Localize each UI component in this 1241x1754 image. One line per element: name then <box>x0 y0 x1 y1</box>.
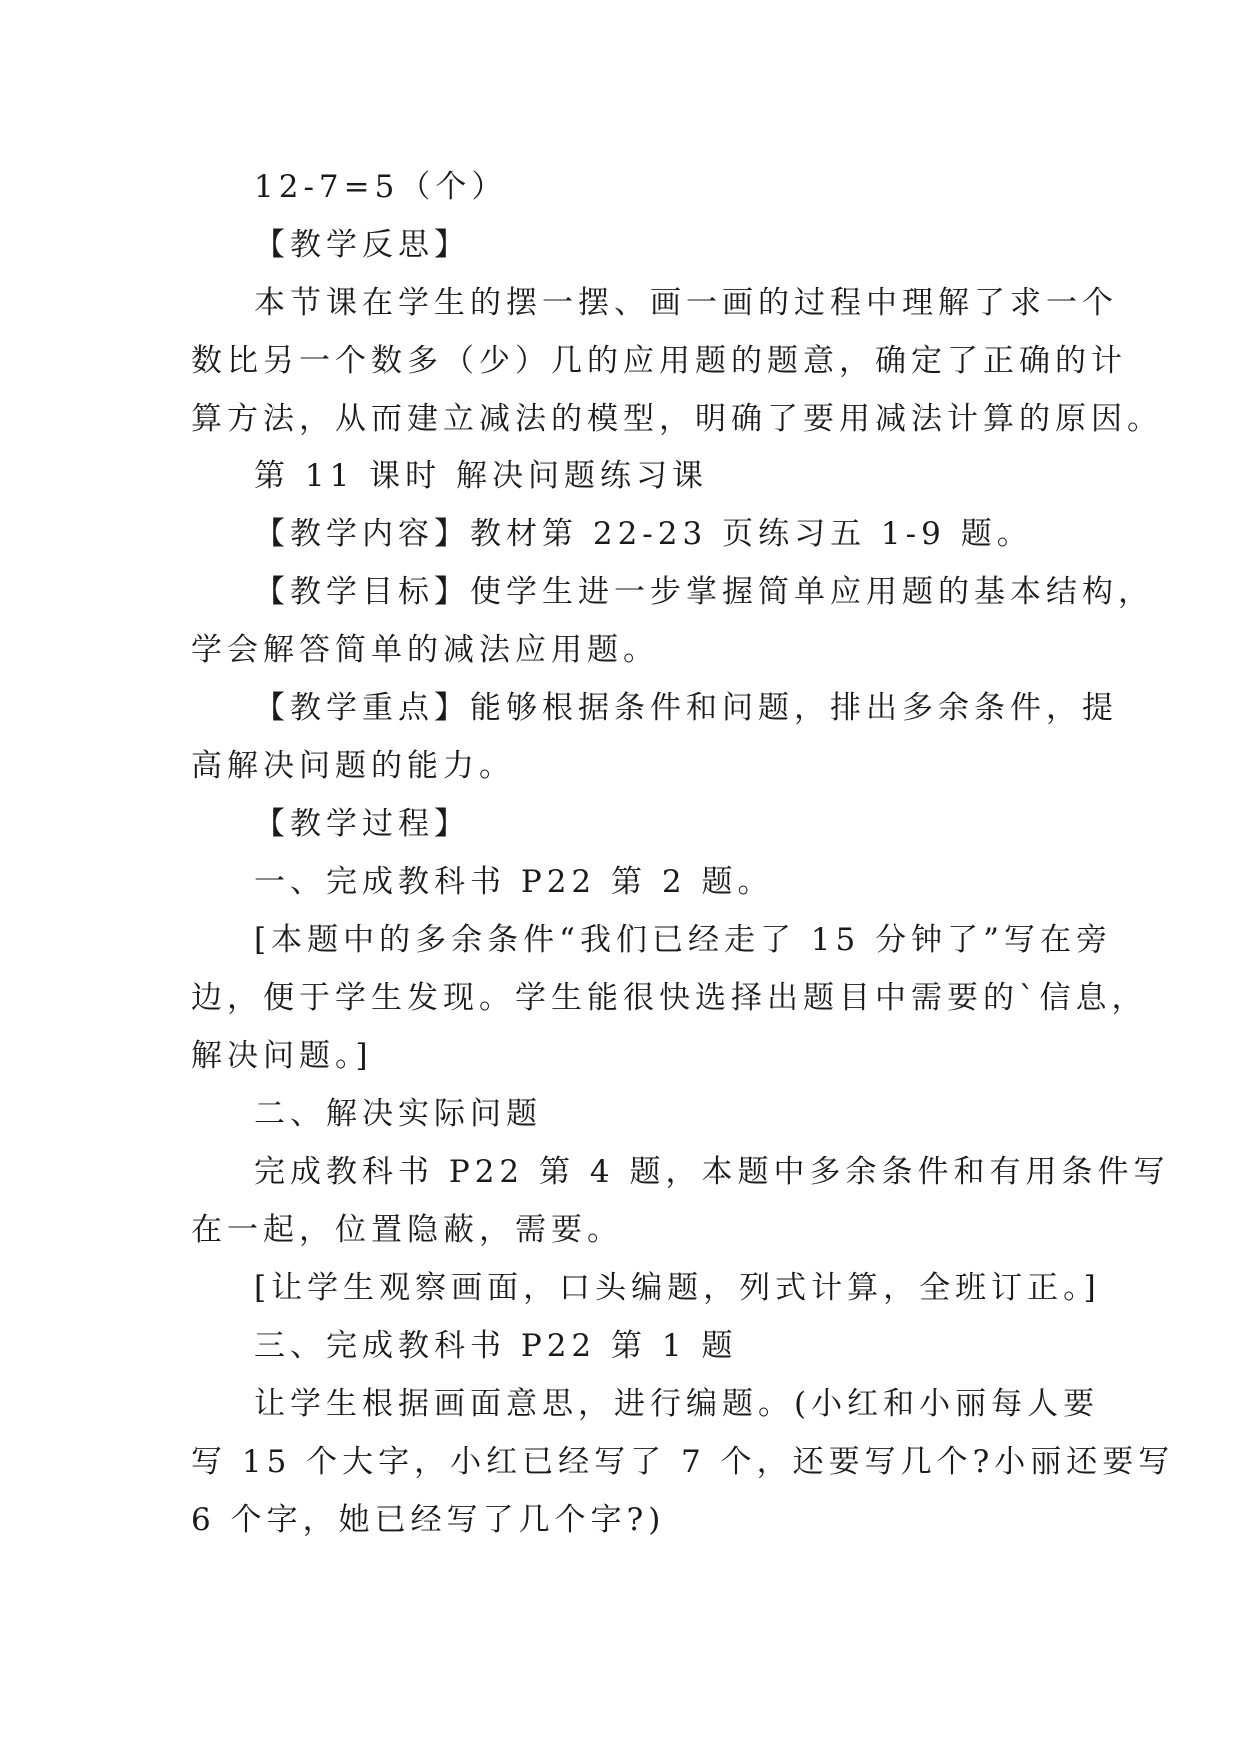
text-line: 高解决问题的能力。 <box>191 748 515 784</box>
text-line: 【教学目标】使学生进一步掌握简单应用题的基本结构， <box>254 574 1154 610</box>
text-line: 数比另一个数多（少）几的应用题的题意，确定了正确的计 <box>191 343 1127 379</box>
text-line: 算方法，从而建立减法的模型，明确了要用减法计算的原因。 <box>191 401 1163 437</box>
text-line: 写 15 个大字，小红已经写了 7 个，还要写几个?小丽还要写 <box>191 1444 1175 1480</box>
section-heading: 【教学反思】 <box>254 227 470 263</box>
text-line: [本题中的多余条件“我们已经走了 15 分钟了”写在旁 <box>254 922 1112 958</box>
text-line: 【教学重点】能够根据条件和问题，排出多余条件，提 <box>254 690 1118 726</box>
text-line: [让学生观察画面，口头编题，列式计算，全班订正。] <box>254 1270 1101 1306</box>
text-line: 12-7=5（个） <box>254 169 508 205</box>
text-line: 解决问题。] <box>191 1038 373 1074</box>
lesson-title: 第 11 课时 解决问题练习课 <box>254 458 709 494</box>
text-line: 【教学内容】教材第 22-23 页练习五 1-9 题。 <box>254 516 1033 552</box>
text-line: 学会解答简单的减法应用题。 <box>191 632 659 668</box>
text-line: 在一起，位置隐蔽，需要。 <box>191 1212 623 1248</box>
text-line: 二、解决实际问题 <box>254 1096 542 1132</box>
text-line: 三、完成教科书 P22 第 1 题 <box>254 1328 738 1364</box>
text-line: 6 个字，她已经写了几个字?) <box>191 1502 666 1538</box>
text-line: 完成教科书 P22 第 4 题，本题中多余条件和有用条件写 <box>254 1154 1170 1190</box>
text-line: 一、完成教科书 P22 第 2 题。 <box>254 864 774 900</box>
text-line: 边，便于学生发现。学生能很快选择出题目中需要的`信息， <box>191 980 1148 1016</box>
text-line: 本节课在学生的摆一摆、画一画的过程中理解了求一个 <box>254 285 1118 321</box>
text-line: 让学生根据画面意思，进行编题。(小红和小丽每人要 <box>254 1386 1100 1422</box>
section-heading: 【教学过程】 <box>254 806 470 842</box>
